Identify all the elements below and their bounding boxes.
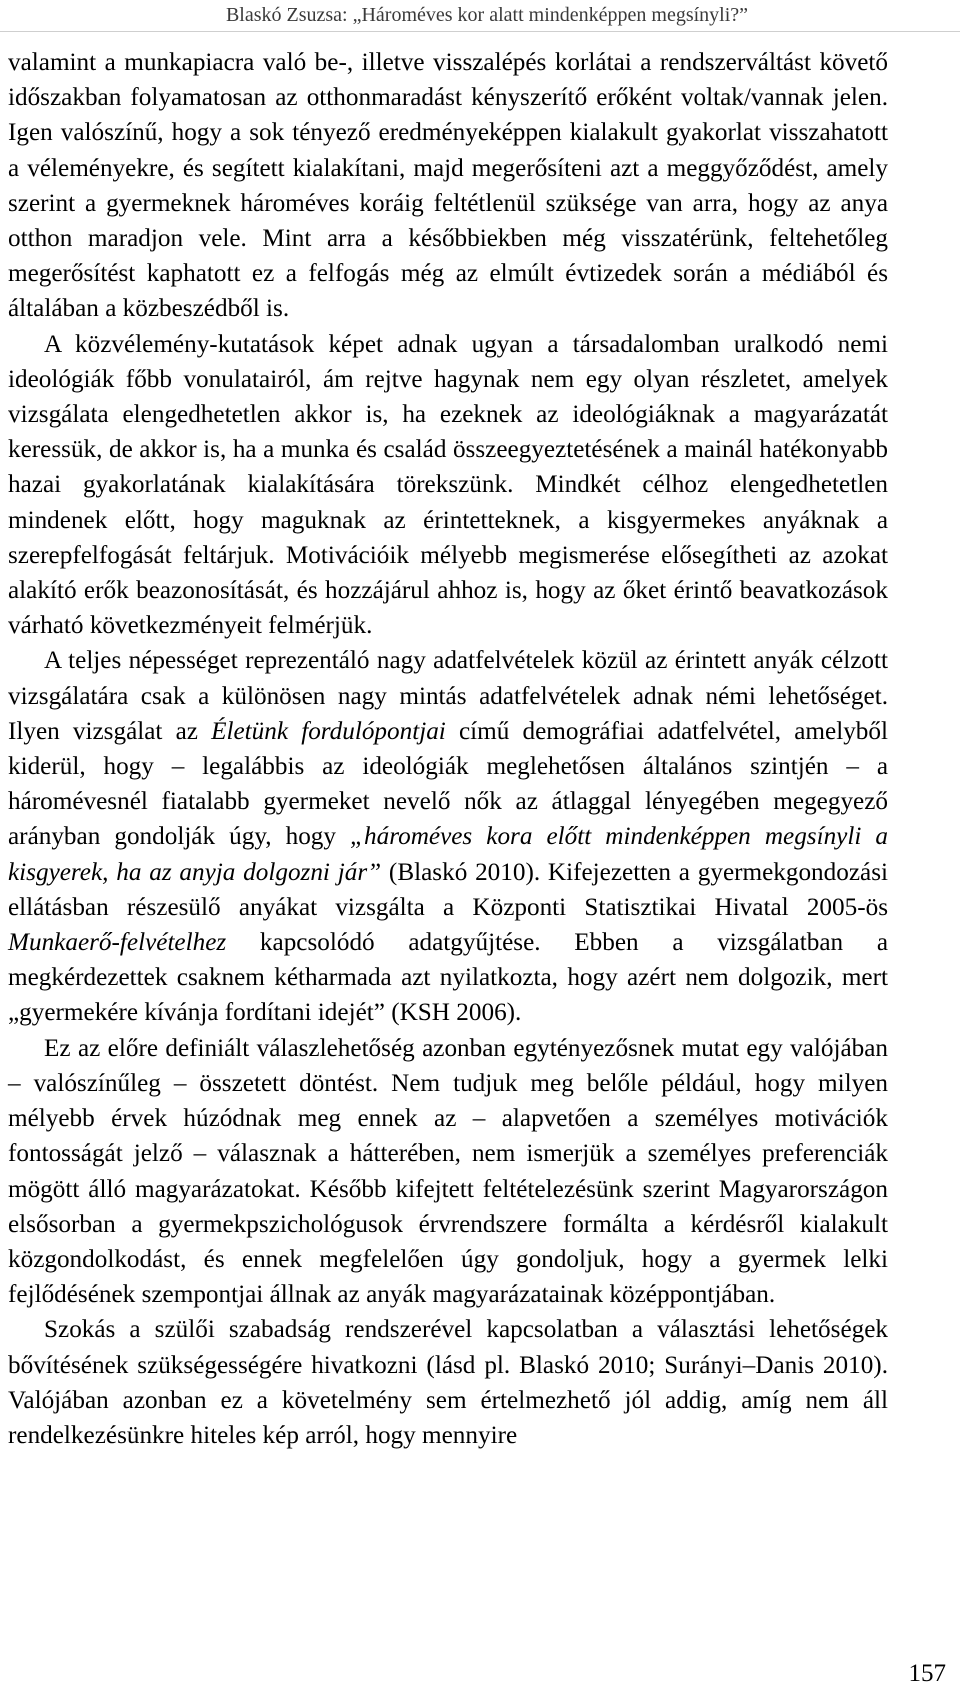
header-divider — [0, 31, 960, 32]
page-number: 157 — [908, 1660, 946, 1687]
text-run: Szokás a szülői szabadság rendszerével kapcsolatban a választási lehetőségek bővítésének szükségességére hivatkozni (lásd pl. Blaskó 2010; Surányi–Danis 2010). Valójában azonban ez a követelmény sem értelmezhető jól addig, amíg nem áll rendelkezésünkre hiteles kép arról, hogy mennyire — [8, 1316, 888, 1449]
body-paragraph — [8, 45, 888, 327]
italic-run: Munkaerő-felvételhez — [8, 929, 227, 957]
italic-run: Életünk fordulópontjai — [211, 717, 446, 745]
article-body — [8, 45, 888, 1453]
text-run: valamint a munkapiacra való be-, illetve visszalépés korlátai a rendszerváltást követő időszakban folyamatosan az otthonmaradást kényszerítő erőként voltak/vannak jelen. Igen valószínű, hogy a sok tényező eredményeképpen kialakult gyakorlat visszahatott a véleményekre, és segített kialakítani, majd megerősíteni azt a meggyőződést, amely szerint a gyermeknek hároméves koráig feltétlenül szüksége van arra, hogy az anya otthon maradjon vele. Mint arra a későbbiekben még visszatérünk, feltehetőleg megerősítést kaphatott ez a felfogás még az elmúlt évtizedek során a médiából és általában a közbeszédből is. — [8, 49, 888, 323]
body-paragraph — [8, 1031, 888, 1313]
running-header: Blaskó Zsuzsa: „Hároméves kor alatt mindenképpen megsínyli?” — [225, 4, 749, 26]
text-run: A teljes népességet reprezentáló nagy adatfelvételek közül az érintett anyák célzott vizsgálatára csak a különösen nagy mintás adatfelvételek adnak némi lehetőséget. Ilyen vizsgálat az — [8, 647, 888, 745]
text-run: kapcsolódó adatgyűjtése. Ebben a vizsgálatban a megkérdezettek csaknem kétharmada azt nyilatkozta, hogy azért nem dolgozik, mert „gyermekére kívánja fordítani idejét” (KSH 2006). — [8, 929, 888, 1027]
body-paragraph — [8, 327, 888, 644]
text-run: Ez az előre definiált válaszlehetőség azonban egytényezősnek mutat egy valójában – valószínűleg – összetett döntést. Nem tudjuk meg belőle például, hogy milyen mélyebb érvek húzódnak meg ennek az – alapvetően a személyes motivációk fontosságát jelző – válasznak a hátterében, nem ismerjük a személyes preferenciák mögött álló magyarázatokat. Később kifejtett feltételezésünk szerint Magyarországon elsősorban a gyermekpszichológusok érvrendszere formálta a kérdésről kialakult közgondolkodást, és ennek megfelelően úgy gondoljuk, hogy a gyermek lelki fejlődésének szempontjai állnak az anyák magyarázatainak középpontjában. — [8, 1034, 888, 1309]
italic-run: „hároméves kora előtt mindenképpen megsínyli a kisgyerek, ha az anyja dolgozni jár” — [8, 823, 888, 886]
body-paragraph — [8, 643, 888, 1030]
body-paragraph — [8, 1312, 888, 1453]
text-run: című demográfiai adatfelvétel, amelyből kiderül, hogy – legalábbis az ideológiák meglehetősen általános szintjén – a háromévesnél fiatalabb gyermeket nevelő nők az átlaggal lényegében megegyező arányban gondolják úgy, hogy — [8, 717, 888, 851]
text-run: A közvélemény-kutatások képet adnak ugyan a társadalomban uralkodó nemi ideológiák főbb vonulatairól, ám rejtve hagynak nem egy olyan részletet, amelyek vizsgálata elengedhetetlen akkor is, ha ezeknek az ideológiáknak a magyarázatát keressük, de akkor is, ha a munka és család összeegyeztetésének a mainál hatékonyabb hazai gyakorlatának kialakítására törekszünk. Mindkét célhoz elengedhetetlen mindenek előtt, hogy maguknak az érintetteknek, a kisgyermekes anyáknak a szerepfelfogását feltárjuk. Motivációik mélyebb megismerése elősegítheti az azokat alakító erők beazonosítását, és hozzájárul ahhoz is, hogy az őket érintő beavatkozások várható következményeit felmérjük. — [8, 330, 888, 640]
text-run: (Blaskó 2010). Kifejezetten a gyermekgondozási ellátásban részesülő anyákat vizsgálta a Központi Statisztikai Hivatal 2005-ös — [8, 858, 889, 921]
